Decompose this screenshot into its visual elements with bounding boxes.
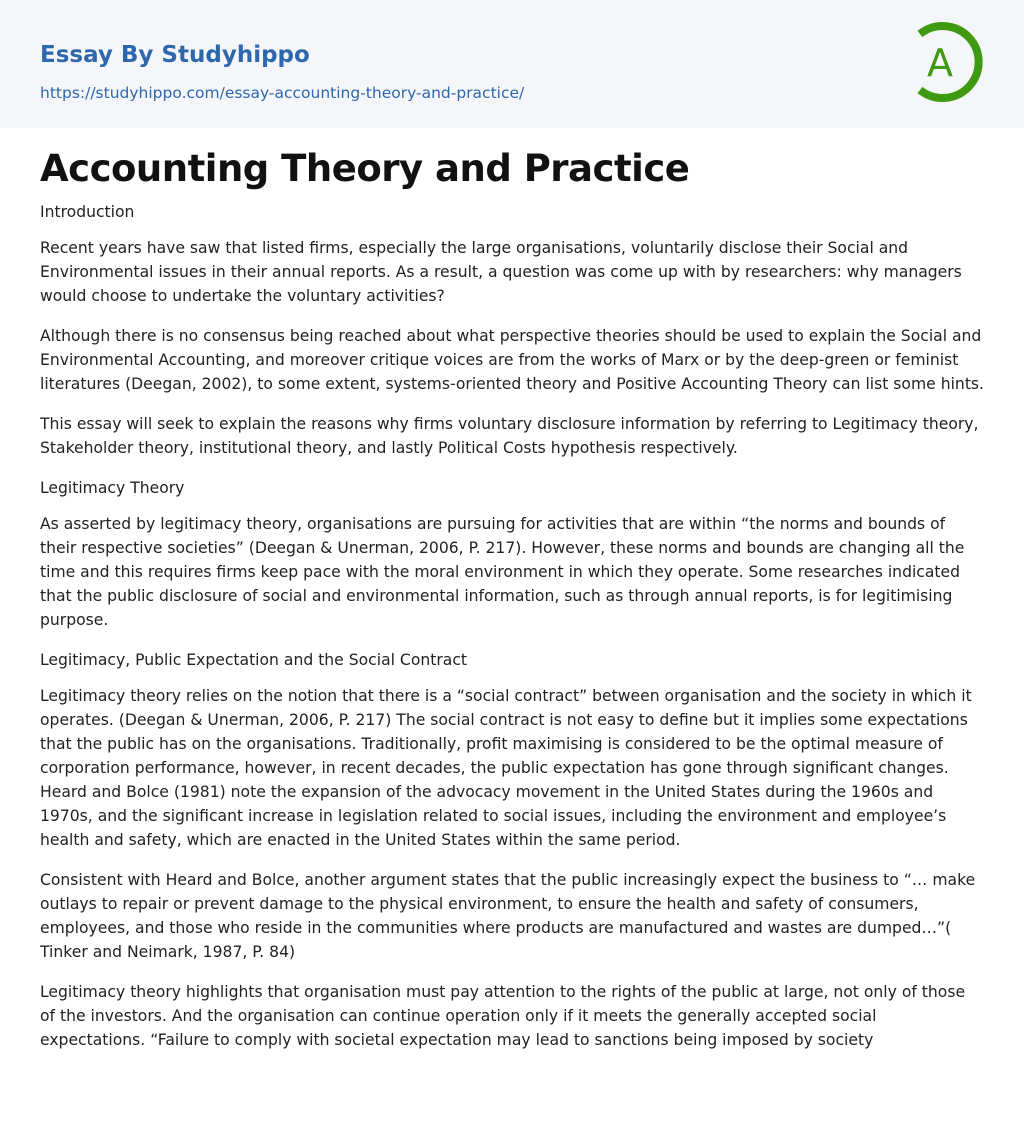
- paragraph: Legitimacy theory highlights that organisation must pay attention to the rights of the public at large, not only of those of the investors. And the organisation can continue operation only if it meets the generally accepted social expectations. “Failure to comply with societal expectation may lead to sanctions being imposed by society: [40, 983, 966, 1049]
- studyhippo-logo-icon: [910, 18, 988, 106]
- section-heading: Legitimacy, Public Expectation and the Social Contract: [40, 651, 468, 669]
- paragraph: Consistent with Heard and Bolce, another argument states that the public increasingly expect the business to “… make outlays to repair or prevent damage to the physical environment, to ensure the health and safety of consumers, employees, and those who reside in the communities where products are manufactured and wastes are dumped…”( Tinker and Neimark, 1987, P. 84): [40, 871, 976, 961]
- paragraph: This essay will seek to explain the reasons why firms voluntary disclosure information by referring to Legitimacy theory, Stakeholder theory, institutional theory, and lastly Political Costs hypothesis respectively.: [40, 415, 979, 457]
- essay-url-link[interactable]: https://studyhippo.com/essay-accounting-theory-and-practice/: [40, 84, 525, 102]
- site-header: [0, 0, 1024, 128]
- brand-title: Essay By Studyhippo: [40, 42, 310, 68]
- section-heading: Introduction: [40, 203, 135, 221]
- paragraph: Recent years have saw that listed firms, especially the large organisations, voluntarily disclose their Social and Environmental issues in their annual reports. As a result, a question was come up with by researchers: why managers would choose to undertake the voluntary activities?: [40, 239, 962, 305]
- section-heading: Legitimacy Theory: [40, 479, 185, 497]
- paragraph: Legitimacy theory relies on the notion that there is a “social contract” between organisation and the society in which it operates. (Deegan & Unerman, 2006, P. 217) The social contract is not easy to define but it implies some expectations that the public has on the organisations. Traditionally, profit maximising is considered to be the optimal measure of corporation performance, however, in recent decades, the public expectation has gone through significant changes. Heard and Bolce (1981) note the expansion of the advocacy movement in the United States during the 1960s and 1970s, and the significant increase in legislation related to social issues, including the environment and employee’s health and safety, which are enacted in the United States within the same period.: [40, 687, 972, 849]
- article: [0, 128, 1024, 1052]
- article-body: [40, 200, 984, 1052]
- paragraph: Although there is no consensus being reached about what perspective theories should be used to explain the Social and Environmental Accounting, and moreover critique voices are from the works of Marx or by the deep-green or feminist literatures (Deegan, 2002), to some extent, systems-oriented theory and Positive Accounting Theory can list some hints.: [40, 327, 985, 393]
- paragraph: As asserted by legitimacy theory, organisations are pursuing for activities that are within “the norms and bounds of their respective societies” (Deegan & Unerman, 2006, P. 217). However, these norms and bounds are changing all the time and this requires firms keep pace with the moral environment in which they operate. Some researches indicated that the public disclosure of social and environmental information, such as through annual reports, is for legitimising purpose.: [40, 515, 965, 629]
- article-title: Accounting Theory and Practice: [40, 147, 690, 190]
- svg-text:A: A: [927, 41, 953, 85]
